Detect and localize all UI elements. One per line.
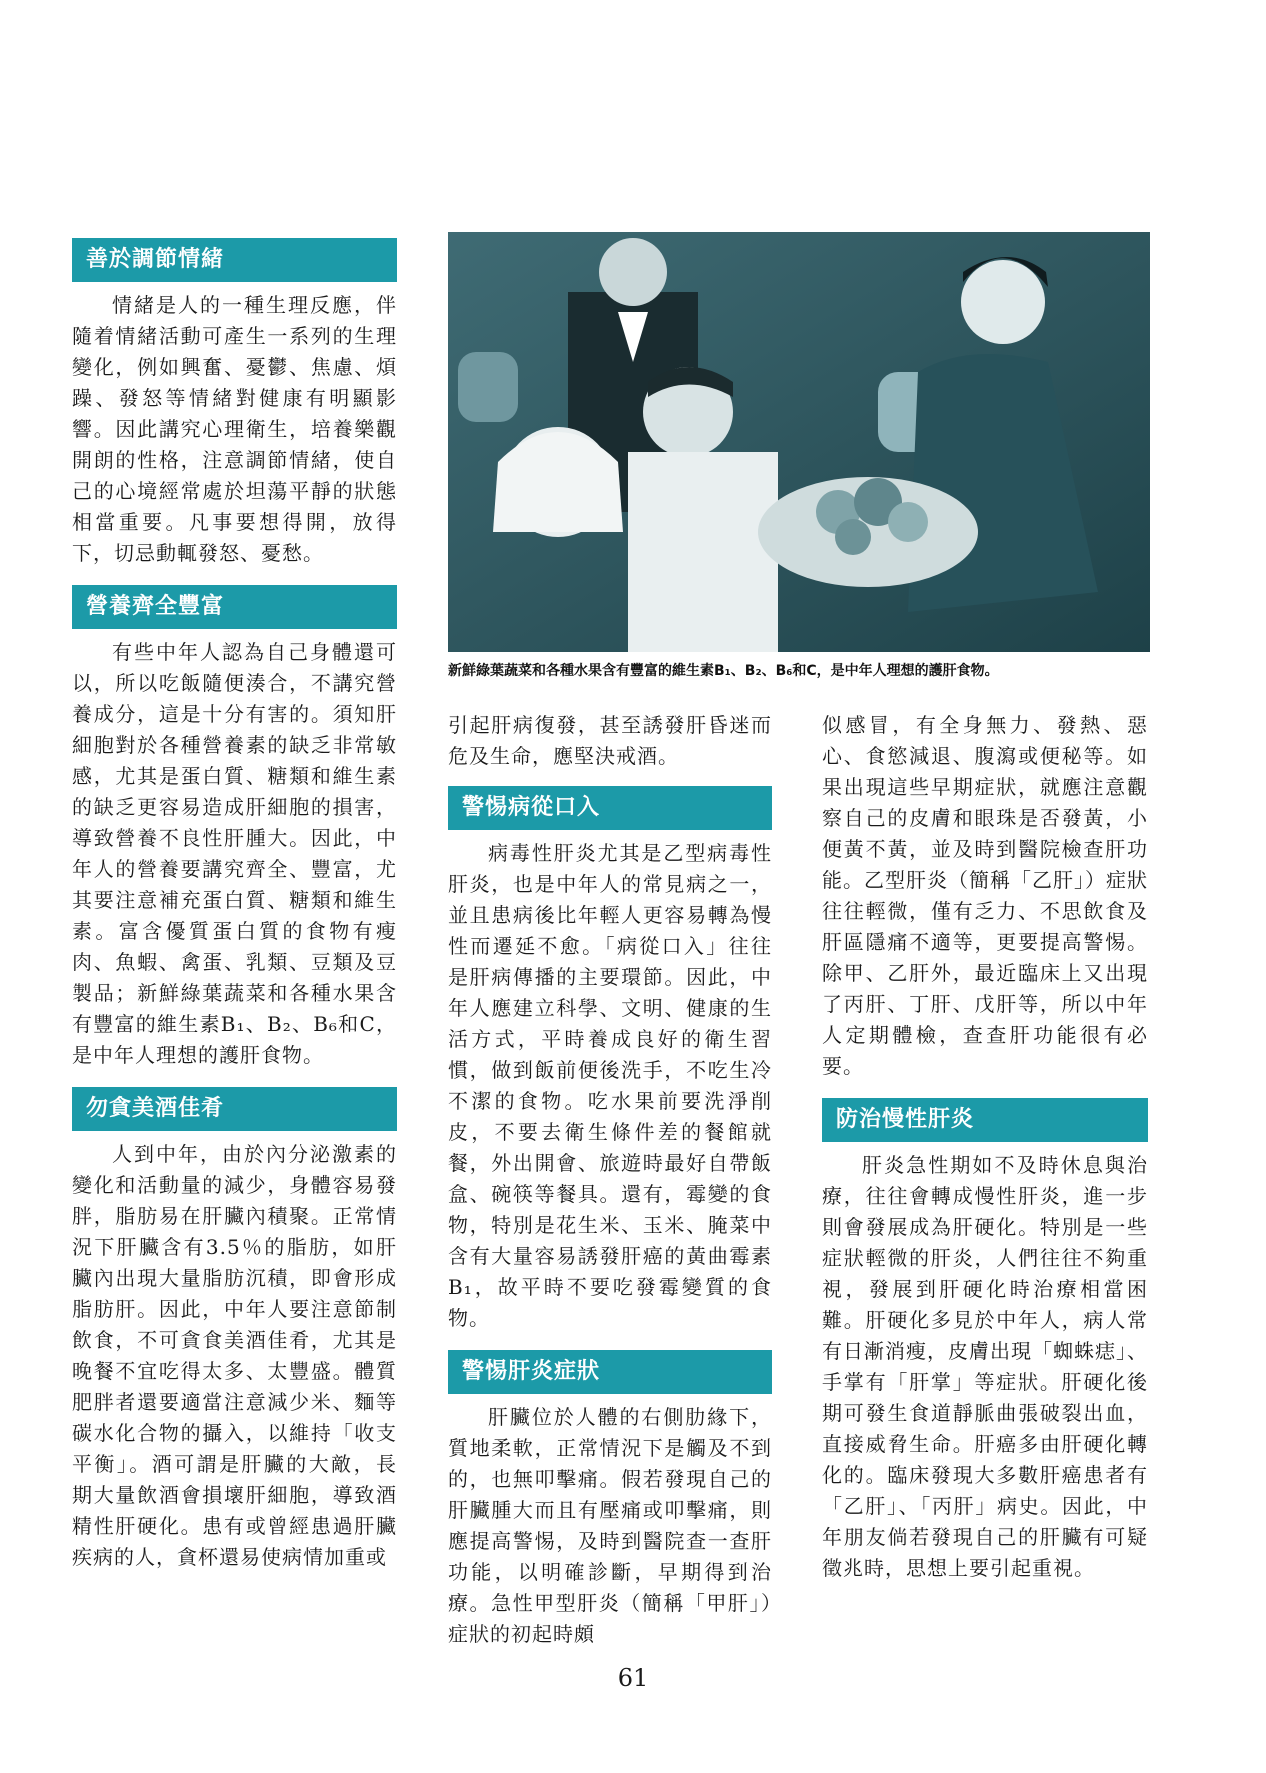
- section-heading-chronic: 防治慢性肝炎: [822, 1098, 1148, 1142]
- section-text-chronic: 肝炎急性期如不及時休息與治療，往往會轉成慢性肝炎，進一步則會發展成為肝硬化。特別是一些症狀輕微的肝炎，人們往往不夠重視，發展到肝硬化時治療相當困難。肝硬化多見於中年人，病人常有日漸消瘦，皮膚出現「蜘蛛痣」、手掌有「肝掌」等症狀。肝硬化後期可發生食道靜脈曲張破裂出血，直接威脅生命。肝癌多由肝硬化轉化的。臨床發現大多數肝癌患者有「乙肝」、「丙肝」病史。因此，中年朋友倘若發現自己的肝臟有可疑徵兆時，思想上要引起重視。: [822, 1153, 1148, 1580]
- section-text-symptoms: 肝臟位於人體的右側肋緣下，質地柔軟，正常情況下是觸及不到的，也無叩擊痛。假若發現自己的肝臟腫大而且有壓痛或叩擊痛，則應提高警惕，及時到醫院查一查肝功能，以明確診斷，早期得到治療。急性甲型肝炎（簡稱「甲肝」）症狀的初起時頗: [448, 1405, 772, 1646]
- section-text-nutrition: 有些中年人認為自己身體還可以，所以吃飯隨便湊合，不講究營養成分，這是十分有害的。須知肝細胞對於各種營養素的缺乏非常敏感，尤其是蛋白質、糖類和維生素的缺乏更容易造成肝細胞的損害，導致營養不良性肝腫大。因此，中年人的營養要講究齊全、豐富，尤其要注意補充蛋白質、糖類和維生素。富含優質蛋白質的食物有瘦肉、魚蝦、禽蛋、乳類、豆類及豆製品；新鮮綠葉蔬菜和各種水果含有豐富的維生素B₁、B₂、B₆和C，是中年人理想的護肝食物。: [72, 640, 397, 1067]
- section-text-alcohol: 人到中年，由於內分泌激素的變化和活動量的減少，身體容易發胖，脂肪易在肝臟內積聚。正常情況下肝臟含有3.5％的脂肪，如肝臟內出現大量脂肪沉積，即會形成脂肪肝。因此，中年人要注意節制飲食，不可貪食美酒佳肴，尤其是晚餐不宜吃得太多、太豐盛。體質肥胖者還要適當注意減少米、麵等碳水化合物的攝入，以維持「收支平衡」。酒可謂是肝臟的大敵，長期大量飲酒會損壞肝細胞，導致酒精性肝硬化。患有或曾經患過肝臟疾病的人，貪杯還易使病情加重或: [72, 1142, 397, 1569]
- photo-caption: 新鮮綠葉蔬菜和各種水果含有豐富的維生素B₁、B₂、B₆和C，是中年人理想的護肝食物。: [448, 663, 999, 679]
- section-heading-nutrition: 營養齊全豐富: [72, 585, 397, 629]
- section-heading-mouth: 警惕病從口入: [448, 786, 772, 830]
- column-right: [822, 710, 1148, 1596]
- section-text-alcohol-continued: 引起肝病復發，甚至誘發肝昏迷而危及生命，應堅決戒酒。: [448, 713, 772, 768]
- section-heading-emotion: 善於調節情緒: [72, 238, 397, 282]
- article-photo: [448, 232, 1150, 652]
- column-middle: [448, 710, 772, 1662]
- section-text-mouth: 病毒性肝炎尤其是乙型病毒性肝炎，也是中年人的常見病之一，並且患病後比年輕人更容易轉為慢性而遷延不愈。「病從口入」往往是肝病傳播的主要環節。因此，中年人應建立科學、文明、健康的生活方式，平時養成良好的衛生習慣，做到飯前便後洗手，不吃生冷不潔的食物。吃水果前要洗淨削皮，不要去衛生條件差的餐館就餐，外出開會、旅遊時最好自帶飯盒、碗筷等餐具。還有，霉變的食物，特別是花生米、玉米、腌菜中含有大量容易誘發肝癌的黃曲霉素B₁，故平時不要吃發霉變質的食物。: [448, 841, 772, 1330]
- section-text-emotion: 情緒是人的一種生理反應，伴隨着情緒活動可產生一系列的生理變化，例如興奮、憂鬱、焦慮、煩躁、發怒等情緒對健康有明顯影響。因此講究心理衛生，培養樂觀開朗的性格，注意調節情緒，使自己的心境經常處於坦蕩平靜的狀態相當重要。凡事要想得開，放得下，切忌動輒發怒、憂愁。: [72, 293, 397, 565]
- column-left: [72, 238, 397, 1585]
- section-text-symptoms-continued: 似感冒，有全身無力、發熱、惡心、食慾減退、腹瀉或便秘等。如果出現這些早期症狀，就應注意觀察自己的皮膚和眼珠是否發黃，小便黃不黃，並及時到醫院檢查肝功能。乙型肝炎（簡稱「乙肝」）症狀往往輕微，僅有乏力、不思飲食及肝區隱痛不適等，更要提高警惕。除甲、乙肝外，最近臨床上又出現了丙肝、丁肝、戊肝等，所以中年人定期體檢，查查肝功能很有必要。: [822, 713, 1148, 1078]
- photo-illustration: [448, 232, 1150, 652]
- page-number: 61: [617, 1664, 649, 1692]
- section-heading-alcohol: 勿貪美酒佳肴: [72, 1087, 397, 1131]
- section-heading-symptoms: 警惕肝炎症狀: [448, 1350, 772, 1394]
